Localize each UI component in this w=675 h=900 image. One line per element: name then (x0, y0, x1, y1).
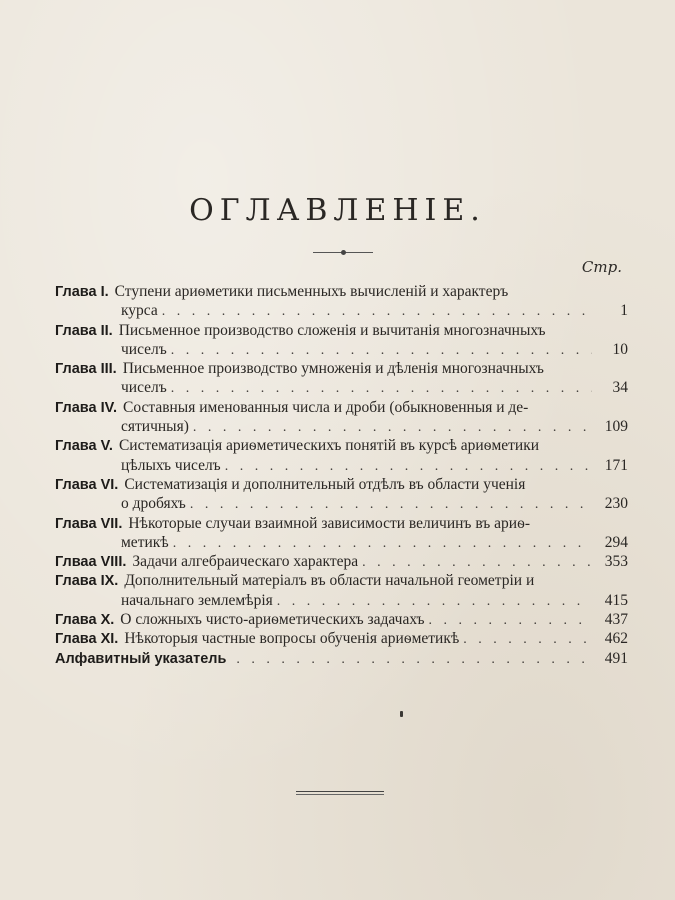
toc-entry-page: 1 (620, 302, 628, 320)
toc-entry-label: Глава I. (55, 284, 109, 300)
page-column-label: Стр. (581, 258, 622, 276)
toc-entry-label: Глава IX. (55, 573, 119, 590)
toc-entry-chapter-3 (55, 359, 628, 398)
leader-dots (236, 650, 592, 669)
toc-entry-label: Глава XI. (55, 631, 119, 648)
toc-entry-text: О сложныхъ чисто-ариѳметическихъ задачахъ (120, 611, 425, 629)
leader-dots (277, 592, 592, 611)
toc-entry-label: Глава IV. (55, 399, 117, 416)
toc-entry-text: курса (121, 302, 158, 320)
toc-entry-text: метикѣ (121, 533, 169, 551)
toc-entry-page: 491 (604, 649, 628, 667)
toc-entry-page: 34 (612, 379, 628, 397)
leader-dots (193, 418, 592, 437)
toc-entry-text: чиселъ (121, 340, 167, 358)
leader-dots (463, 630, 592, 649)
toc-entry-chapter-11 (55, 629, 628, 648)
toc-entry-label: Глваа VIII. (55, 554, 127, 571)
toc-entry-page: 353 (604, 553, 628, 571)
toc-entry-page: 10 (612, 340, 628, 358)
toc-entry-chapter-8 (55, 552, 628, 571)
toc-entry-chapter-6 (55, 475, 628, 514)
toc-entry-text: Систематизація ариѳметическихъ понятій въ курсѣ ариѳметики (118, 437, 540, 455)
leader-dots (173, 534, 592, 553)
toc-entry-page: 415 (604, 591, 628, 609)
toc-entry-label: Глава II. (55, 322, 113, 339)
toc-entry-text: сятичныя) (121, 418, 189, 436)
toc-entry-text: цѣлыхъ чиселъ (121, 456, 221, 474)
toc-entry-chapter-2 (55, 321, 628, 360)
leader-dots (225, 457, 592, 476)
toc-entry-index (55, 649, 628, 668)
toc-entry-label: Алфавитный указатель (55, 650, 227, 667)
toc-entry-text: о дробяхъ (121, 495, 186, 513)
toc-entry-label: Глава III. (55, 361, 117, 378)
toc-entry-text: Письменное производство умноженія и дѣленія многозначныхъ (122, 360, 544, 378)
leader-dots (362, 553, 592, 572)
toc-entry-page: 437 (604, 611, 628, 629)
toc-entry-chapter-7 (55, 514, 628, 553)
toc-entry-text: Составныя именованныя числа и дроби (обыкновенныя и де- (123, 398, 529, 416)
toc-entry-label: Глава V. (55, 438, 113, 455)
title-ornament-rule (313, 252, 373, 253)
toc-entry-chapter-10 (55, 610, 628, 629)
leader-dots (429, 611, 592, 630)
toc-entry-text: Систематизація и дополнительный отдѣлъ въ области ученія (124, 475, 526, 493)
toc-entry-chapter-5 (55, 436, 628, 475)
toc-entry-label: Глава X. (55, 612, 115, 629)
bottom-ornament-rule (296, 791, 384, 792)
toc-entry-chapter-1 (55, 282, 628, 321)
toc-entry-page: 109 (604, 418, 628, 436)
toc-entry-chapter-9 (55, 571, 628, 610)
toc-entry-chapter-4 (55, 398, 628, 437)
leader-dots (171, 341, 592, 360)
toc-entry-page: 462 (604, 630, 628, 648)
toc-entry-text: Ступени ариѳметики письменныхъ вычисленій и характеръ (114, 283, 509, 300)
toc-entry-text: Нѣкоторыя частные вопросы обученія ариѳметикѣ (124, 630, 460, 648)
toc-entry-text: Дополнительный матеріалъ въ области начальной геометріи и (124, 572, 535, 590)
toc-entry-text: Задачи алгебраическаго характера (132, 553, 359, 571)
leader-dots (171, 379, 592, 398)
ink-speck (400, 711, 403, 717)
toc-entry-page: 230 (604, 495, 628, 513)
table-of-contents (55, 282, 628, 668)
toc-entry-label: Глава VII. (55, 515, 123, 532)
page-title: ОГЛАВЛЕНІЕ. (189, 193, 486, 228)
toc-entry-page: 171 (604, 456, 628, 474)
leader-dots (162, 302, 592, 321)
toc-entry-label: Глава VI. (55, 476, 119, 493)
leader-dots (190, 495, 592, 514)
toc-entry-page: 294 (604, 533, 628, 551)
toc-entry-text: начальнаго землемѣрія (121, 591, 273, 609)
toc-entry-text: Письменное производство сложенія и вычитанія многозначныхъ (118, 321, 546, 339)
toc-entry-text: чиселъ (121, 379, 167, 397)
toc-entry-text: Нѣкоторые случаи взаимной зависимости величинъ въ ариѳ- (128, 514, 530, 532)
